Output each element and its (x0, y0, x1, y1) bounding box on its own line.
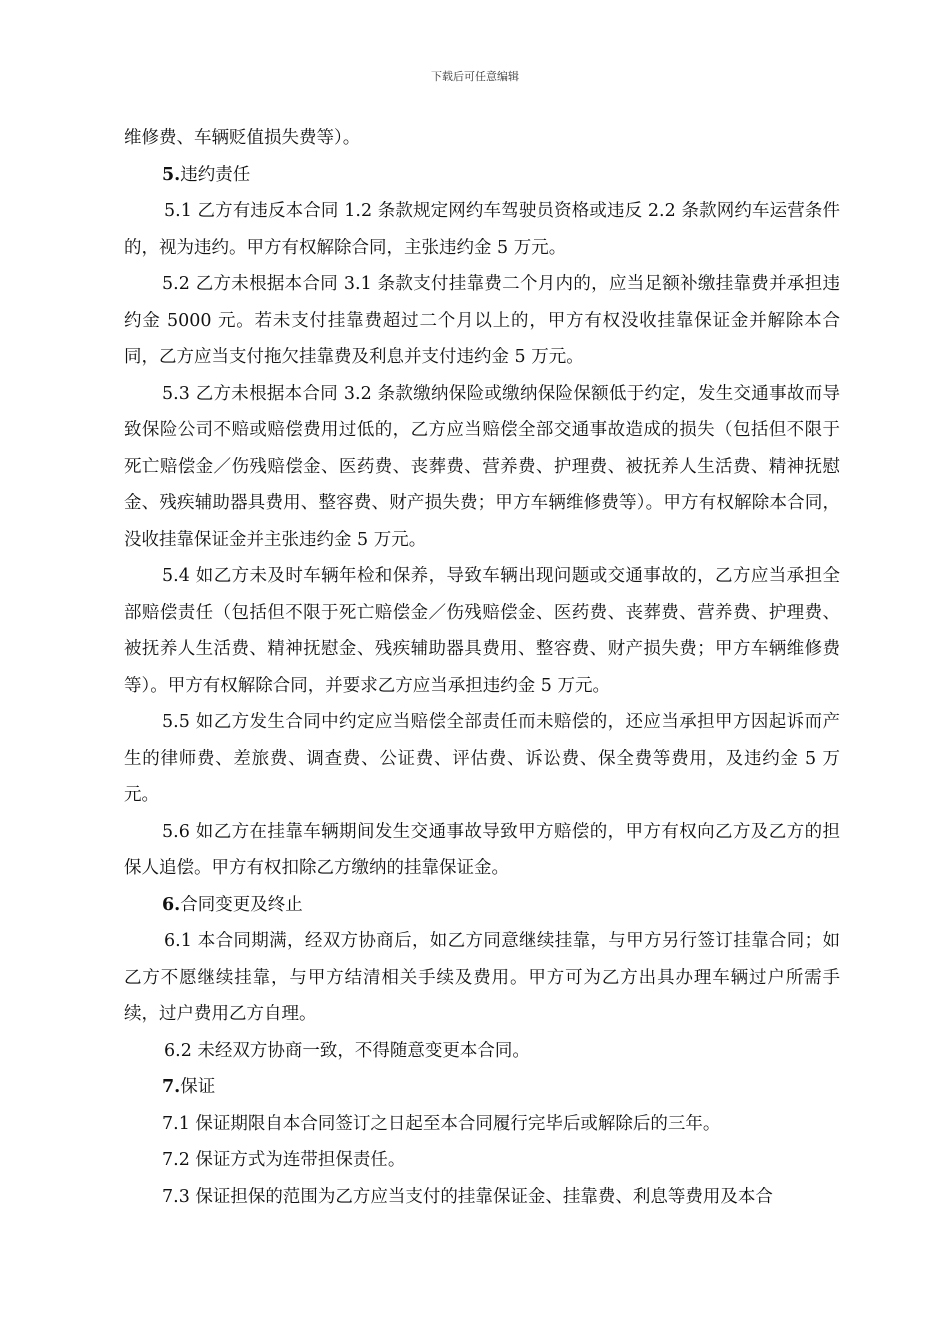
clause-5-2: 5.2 乙方未根据本合同 3.1 条款支付挂靠费二个月内的，应当足额补缴挂靠费并承担违约金 5000 元。若未支付挂靠费超过二个月以上的，甲方有权没收挂靠保证金并解除本合同，乙方应当支付拖欠挂靠费及利息并支付违约金 5 万元。 (124, 274, 840, 367)
clause-5-1: 5.1 乙方有违反本合同 1.2 条款规定网约车驾驶员资格或违反 2.2 条款网约车运营条件的，视为违约。甲方有权解除合同，主张违约金 5 万元。 (124, 201, 840, 258)
section-number: 7. (162, 1077, 181, 1097)
section-heading-6 (124, 887, 840, 924)
page-header: 下载后可任意编辑 (431, 70, 519, 83)
clause-7-2: 7.2 保证方式为连带担保责任。 (162, 1150, 406, 1170)
clause-5-3: 5.3 乙方未根据本合同 3.2 条款缴纳保险或缴纳保险保额低于约定，发生交通事故而导致保险公司不赔或赔偿费用过低的，乙方应当赔偿全部交通事故造成的损失（包括但不限于死亡赔偿金／伤残赔偿金、医药费、丧葬费、营养费、护理费、被抚养人生活费、精神抚慰金、残疾辅助器具费用、整容费、财产损失费；甲方车辆维修费等）。甲方有权解除本合同，没收挂靠保证金并主张违约金 5 万元。 (124, 383, 840, 550)
section-title: 违约责任 (180, 164, 251, 185)
section-title: 合同变更及终止 (180, 894, 303, 915)
document-body (124, 120, 840, 1215)
clause-7-1: 7.1 保证期限自本合同签订之日起至本合同履行完毕后或解除后的三年。 (162, 1113, 721, 1134)
paragraph-continuation: 维修费、车辆贬值损失费等）。 (124, 128, 361, 148)
clause-7-3: 7.3 保证担保的范围为乙方应当支付的挂靠保证金、挂靠费、利息等费用及本合 (162, 1186, 773, 1207)
clause-5-6: 5.6 如乙方在挂靠车辆期间发生交通事故导致甲方赔偿的，甲方有权向乙方及乙方的担保人追偿。甲方有权扣除乙方缴纳的挂靠保证金。 (124, 821, 840, 878)
clause-5-5: 5.5 如乙方发生合同中约定应当赔偿全部责任而未赔偿的，还应当承担甲方因起诉而产生的律师费、差旅费、调查费、公证费、评估费、诉讼费、保全费等费用，及违约金 5 万元。 (124, 712, 840, 805)
section-number: 6. (162, 894, 181, 915)
section-title: 保证 (180, 1077, 216, 1097)
clause-6-2: 6.2 未经双方协商一致，不得随意变更本合同。 (164, 1040, 530, 1061)
section-heading-7 (124, 1069, 840, 1106)
section-heading-5 (124, 157, 840, 194)
clause-6-1: 6.1 本合同期满，经双方协商后，如乙方同意继续挂靠，与甲方另行签订挂靠合同；如乙方不愿继续挂靠，与甲方结清相关手续及费用。甲方可为乙方出具办理车辆过户所需手续，过户费用乙方自理。 (124, 931, 840, 1024)
section-number: 5. (162, 164, 181, 185)
clause-5-4: 5.4 如乙方未及时车辆年检和保养，导致车辆出现问题或交通事故的，乙方应当承担全部赔偿责任（包括但不限于死亡赔偿金／伤残赔偿金、医药费、丧葬费、营养费、护理费、被抚养人生活费、精神抚慰金、残疾辅助器具费用、整容费、财产损失费；甲方车辆维修费等）。甲方有权解除合同，并要求乙方应当承担违约金 5 万元。 (124, 566, 840, 696)
